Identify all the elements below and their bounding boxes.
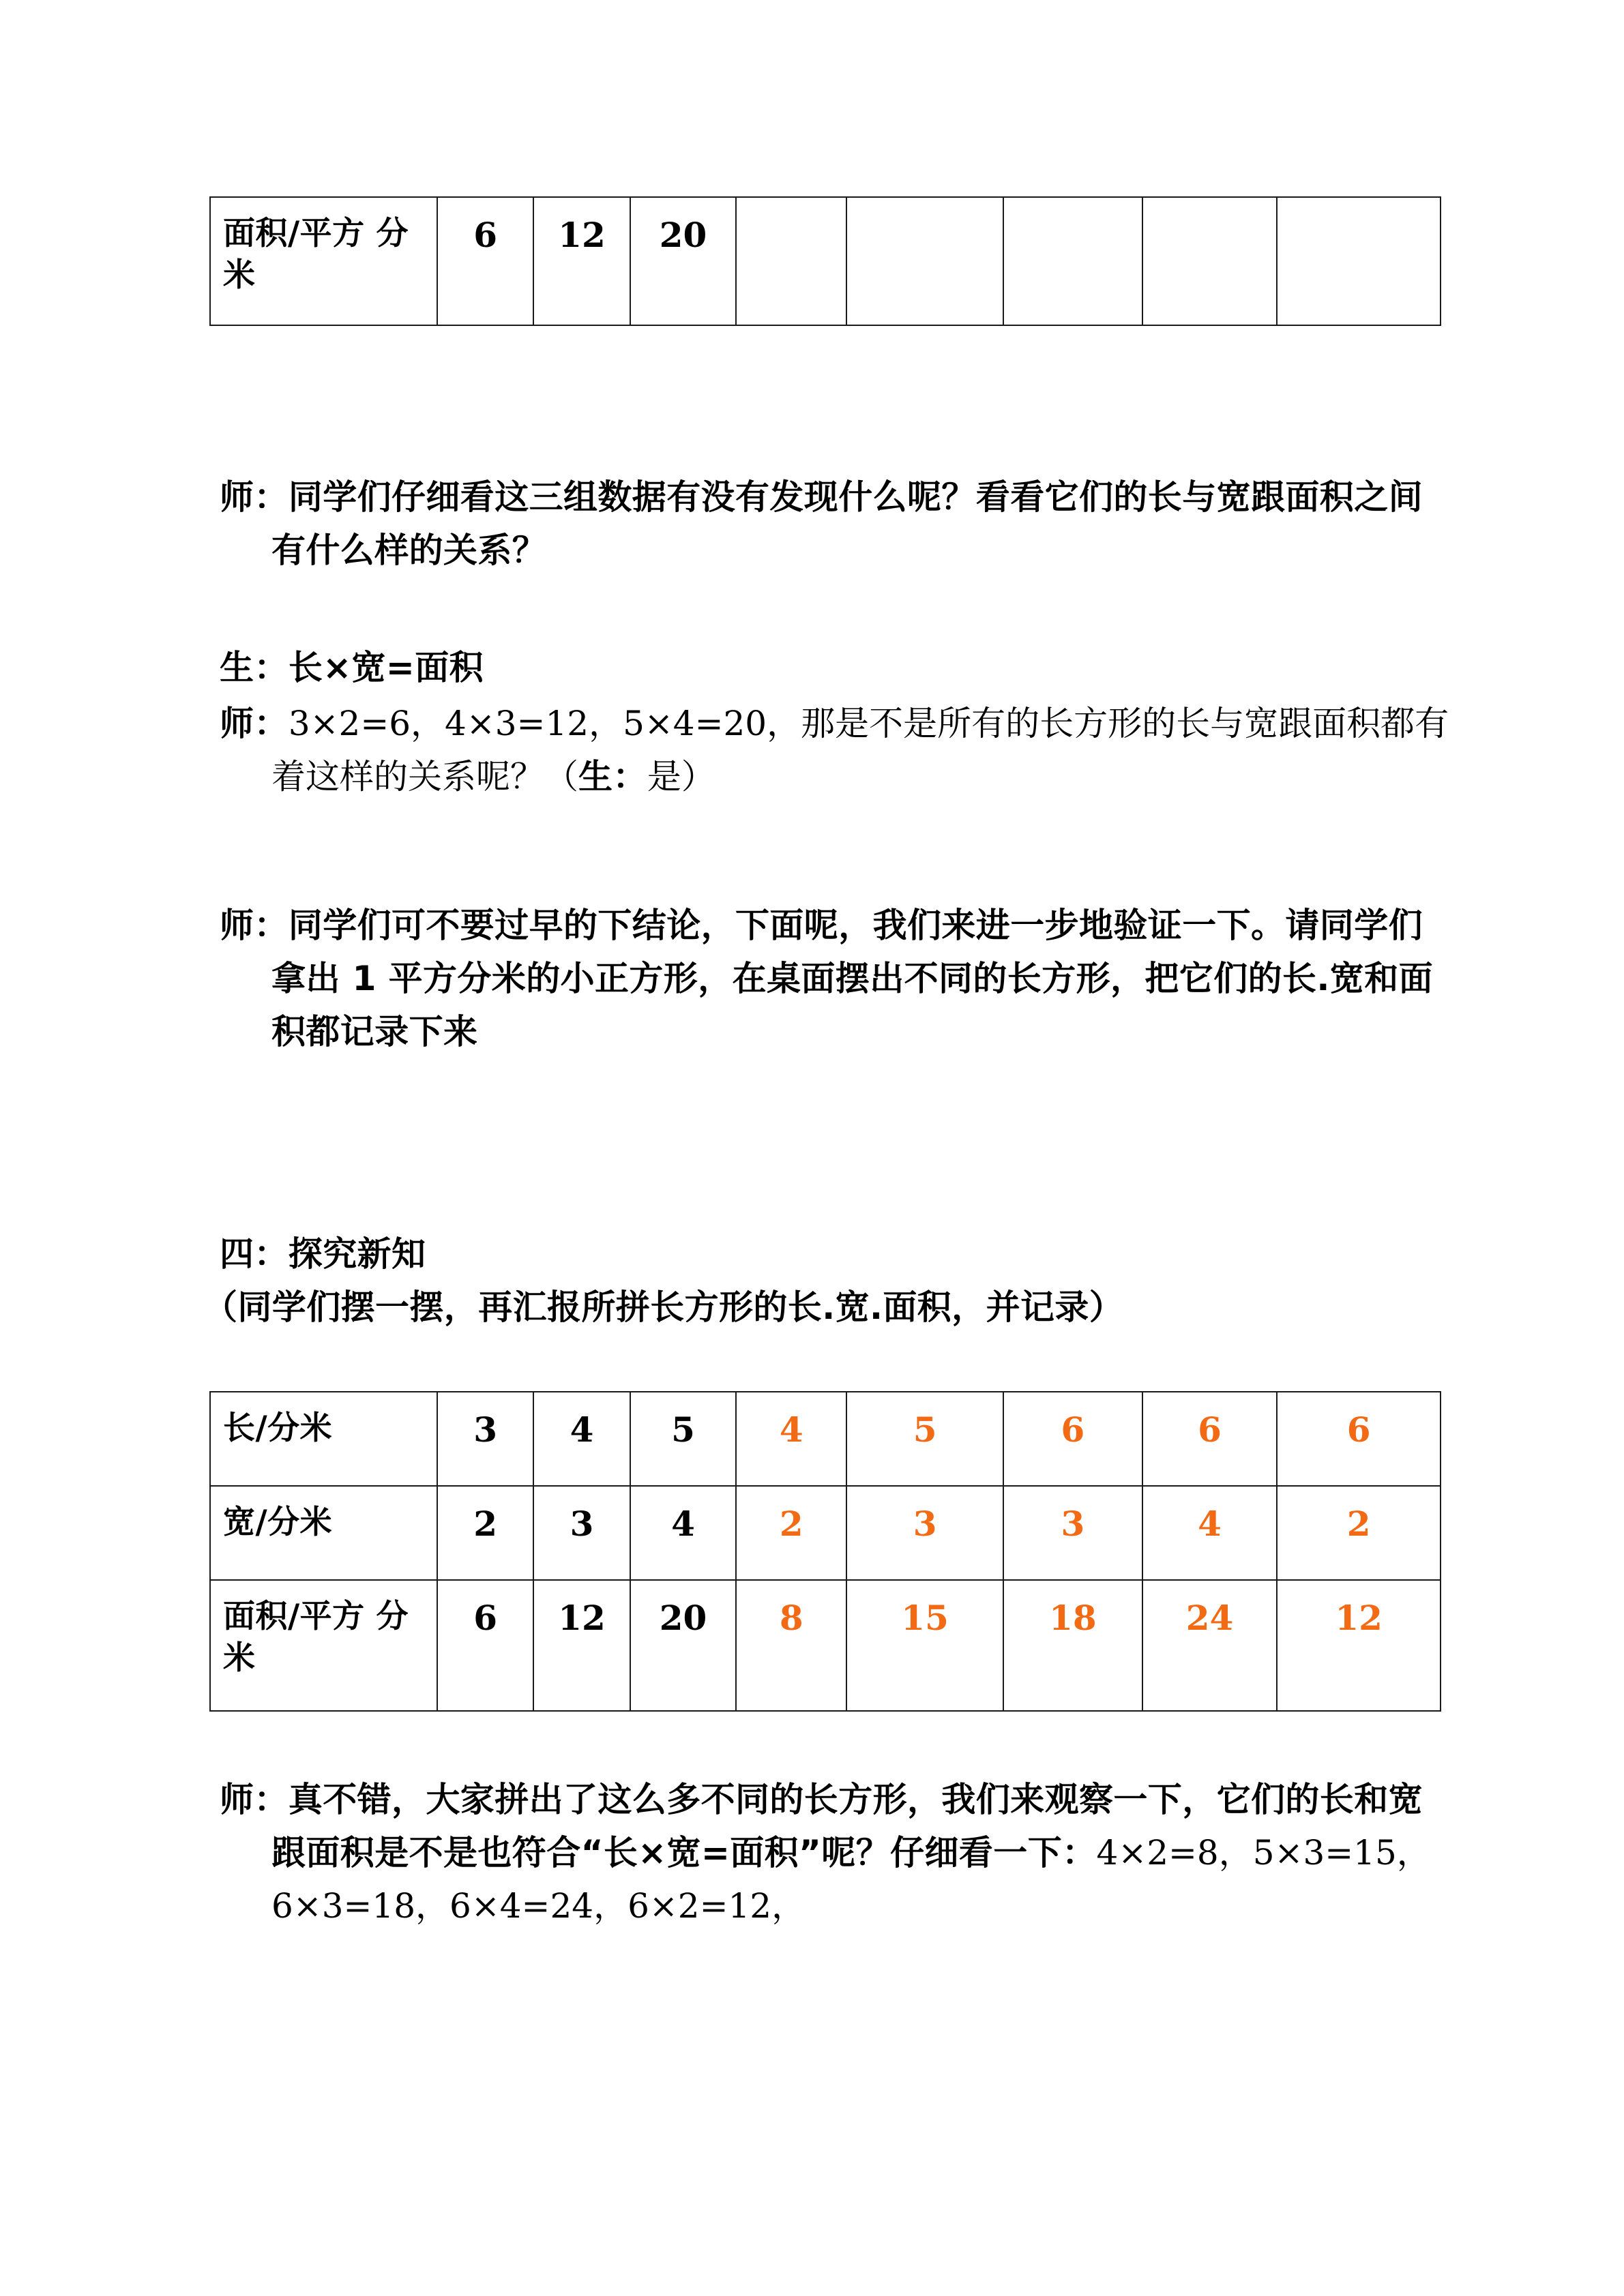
table-cell: 6 [1277, 1392, 1441, 1486]
table-cell [1277, 197, 1441, 325]
dialogue-teacher-1 [220, 471, 1451, 577]
table-cell: 6 [437, 1580, 533, 1711]
table-cell: 2 [437, 1486, 533, 1580]
dialogue-teacher-4 [220, 1773, 1451, 1933]
table-cell: 3 [533, 1486, 630, 1580]
speaker-label: 师： [220, 906, 289, 945]
dialogue-student-1 [220, 641, 1451, 694]
dialogue-text: 同学们可不要过早的下结论，下面呢，我们来进一步地验证一下。请同学们拿出 1 平方分米的小正方形，在桌面摆出不同的长方形，把它们的长.宽和面积都记录下来 [271, 906, 1433, 1052]
table-row-width [210, 1486, 1441, 1580]
table-cell: 5 [630, 1392, 737, 1486]
table-cell: 2 [736, 1486, 846, 1580]
table-cell: 12 [533, 1580, 630, 1711]
dialogue-text: 长×宽=面积 [288, 648, 484, 687]
row-label-area: 面积/平方 分米 [210, 1580, 437, 1711]
table-cell [846, 197, 1003, 325]
table-cell: 3 [1003, 1486, 1142, 1580]
dialogue-text: 同学们仔细看这三组数据有没有发现什么呢？看看它们的长与宽跟面积之间有什么样的关系？ [271, 477, 1423, 570]
speaker-label: 生： [220, 648, 289, 687]
table-cell: 3 [437, 1392, 533, 1486]
table-cell: 12 [533, 197, 630, 325]
speaker-label: 师： [220, 1780, 289, 1819]
table-cell: 4 [1142, 1486, 1278, 1580]
dialogue-teacher-3 [220, 899, 1451, 1058]
table-cell: 6 [437, 197, 533, 325]
table-cell: 18 [1003, 1580, 1142, 1711]
speaker-label: 师： [220, 704, 289, 743]
table-cell: 20 [630, 1580, 737, 1711]
table-cell: 6 [1003, 1392, 1142, 1486]
table-cell: 4 [533, 1392, 630, 1486]
row-label-length: 长/分米 [210, 1392, 437, 1486]
table-cell [736, 197, 846, 325]
row-label-width: 宽/分米 [210, 1486, 437, 1580]
table-cell: 8 [736, 1580, 846, 1711]
table-cell: 24 [1142, 1580, 1278, 1711]
length-width-area-table [209, 1391, 1441, 1712]
row-label-area: 面积/平方 分米 [210, 197, 437, 325]
table-cell: 2 [1277, 1486, 1441, 1580]
dialogue-text-equations: 3×2=6，4×3=12，5×4=20，那是不是所有的长方形的长与宽跟面积都有着这样的关系呢？（ [271, 704, 1449, 796]
table-cell: 12 [1277, 1580, 1441, 1711]
table-cell: 3 [846, 1486, 1003, 1580]
table-cell [1003, 197, 1142, 325]
table-row-length [210, 1392, 1441, 1486]
dialogue-text: 真不错，大家拼出了这么多不同的长方形，我们来观察一下，它们的长和宽跟面积是不是也符合“长×宽=面积”呢？仔细看一下： [271, 1780, 1423, 1873]
table-cell: 6 [1142, 1392, 1278, 1486]
section-heading: 四：探究新知 [220, 1234, 426, 1274]
table-cell [1142, 197, 1278, 325]
speaker-label: 师： [220, 477, 289, 517]
dialogue-teacher-2 [220, 697, 1451, 803]
table-row-area [210, 1580, 1441, 1711]
table-cell: 4 [736, 1392, 846, 1486]
table-cell: 15 [846, 1580, 1003, 1711]
speaker-label-inline: 生： [578, 757, 647, 796]
table-cell: 4 [630, 1486, 737, 1580]
table-cell: 5 [846, 1392, 1003, 1486]
activity-note: （同学们摆一摆，再汇报所拼长方形的长.宽.面积，并记录） [203, 1287, 1124, 1327]
table-cell: 20 [630, 197, 737, 325]
dialogue-text-equations: 4×2=8，5×3=15，6×3=18，6×4=24，6×2=12， [271, 1833, 1431, 1926]
dialogue-text-answer: 是） [647, 757, 715, 796]
area-table-continued [209, 196, 1441, 326]
table-row [210, 197, 1441, 325]
